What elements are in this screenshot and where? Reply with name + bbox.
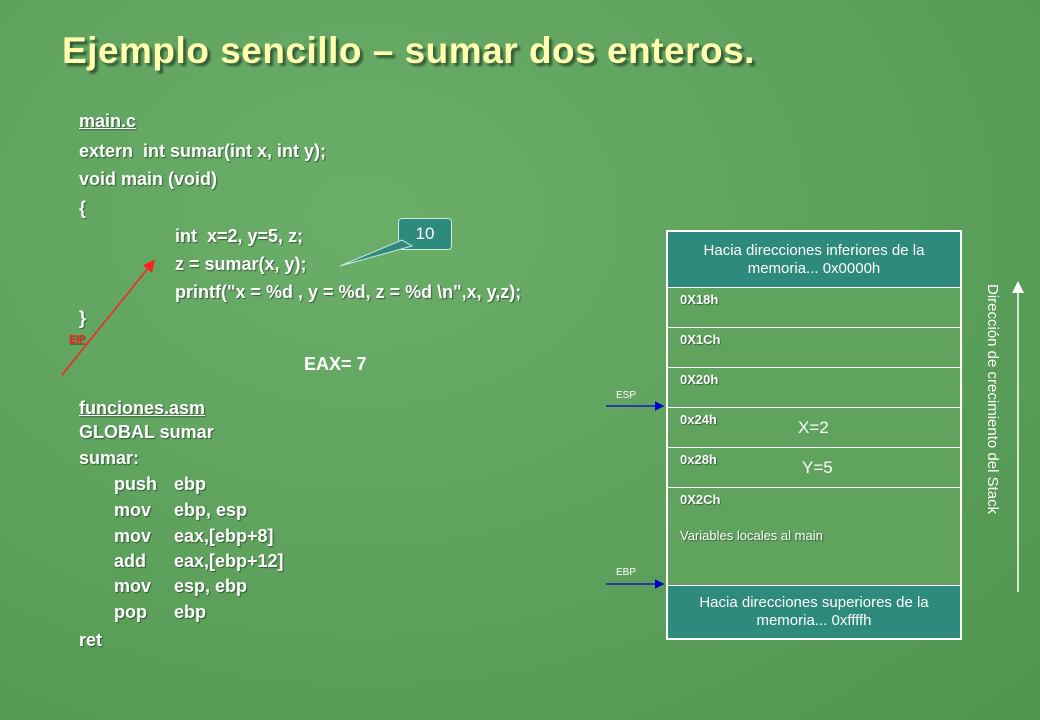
slide-title: Ejemplo sencillo – sumar dos enteros. <box>62 30 755 71</box>
stack-cell-address: 0X2Ch <box>680 492 721 507</box>
eip-arrow <box>62 262 153 375</box>
eip-label: EIP <box>69 334 86 345</box>
asm-line: GLOBAL sumar <box>79 422 214 442</box>
asm-instruction: pop ebp <box>114 602 207 622</box>
stack-cell-note: Variables locales al main <box>680 528 823 543</box>
code-line: printf("x = %d , y = %d, z = %d \n",x, y,z); <box>175 282 522 302</box>
eax-register-value: EAX= 7 <box>304 354 367 374</box>
stack-cell-address: 0X18h <box>680 292 719 307</box>
code-line: { <box>79 198 87 218</box>
stack-cell-address: 0x28h <box>680 452 717 467</box>
main-c-filename: main.c <box>79 111 137 131</box>
stack-header-bottom: Hacia direcciones superiores de la memoria... 0xffffh <box>668 586 960 638</box>
callout-pointer <box>340 240 412 266</box>
stack-growth-label: Dirección de crecimiento del Stack <box>984 284 1001 515</box>
code-line: extern int sumar(int x, int y); <box>79 141 327 161</box>
stack-cell-address: 0X1Ch <box>680 332 721 347</box>
result-callout: 10 <box>398 218 452 250</box>
stack-cell-address: 0x24h <box>680 412 717 427</box>
asm-line: ret <box>79 630 103 650</box>
stack-cell-value: Y=5 <box>802 458 833 477</box>
ebp-label: EBP <box>616 567 637 578</box>
asm-instruction: mov eax,[ebp+8] <box>114 526 274 546</box>
asm-filename: funciones.asm <box>79 398 206 418</box>
asm-line: sumar: <box>79 448 140 468</box>
esp-label: ESP <box>616 390 637 401</box>
code-line: int x=2, y=5, z; <box>175 226 304 246</box>
code-line: z = sumar(x, y); <box>175 254 307 274</box>
asm-instruction: mov esp, ebp <box>114 576 248 596</box>
stack-cell-address: 0X20h <box>680 372 719 387</box>
asm-instruction: mov ebp, esp <box>114 500 248 520</box>
code-line: } <box>79 308 87 328</box>
code-line: void main (void) <box>79 169 218 189</box>
stack-header-top: Hacia direcciones inferiores de la memoria... 0x0000h <box>668 232 960 288</box>
asm-instruction: push ebp <box>114 474 207 494</box>
asm-instruction: add eax,[ebp+12] <box>114 551 284 571</box>
stack-cell-value: X=2 <box>798 418 829 437</box>
